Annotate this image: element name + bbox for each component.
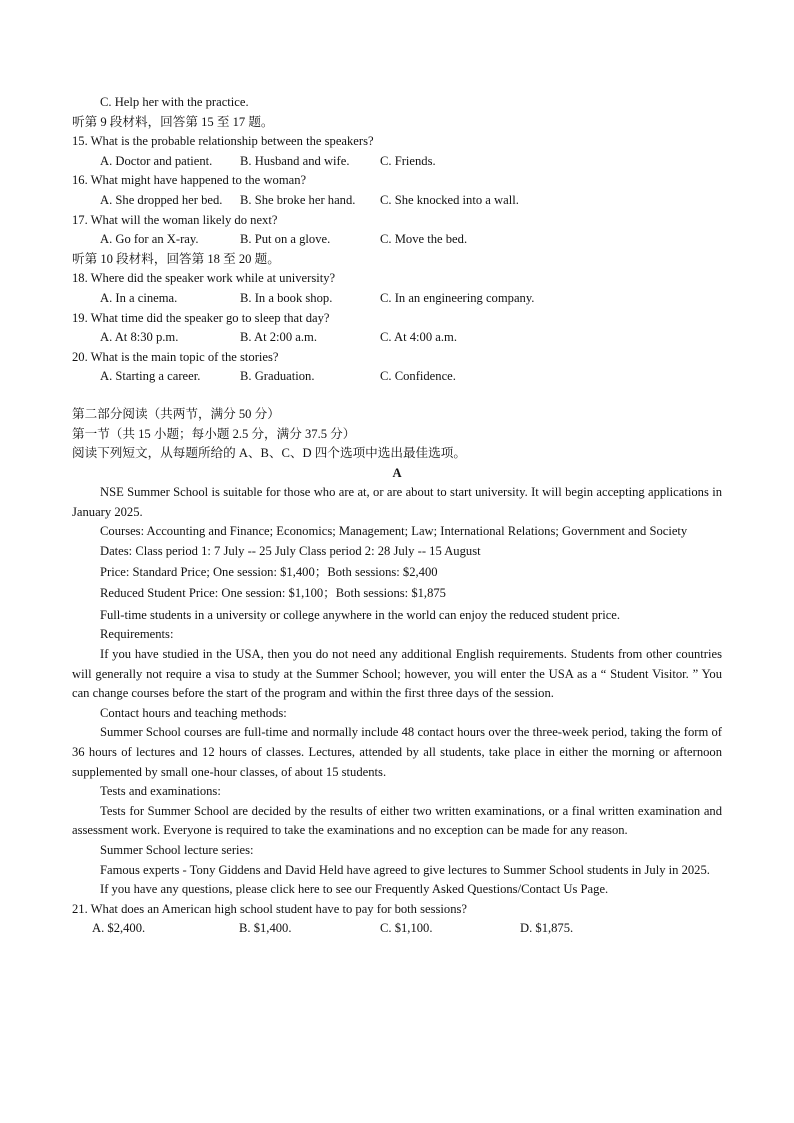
question-21: 21. What does an American high school student have to pay for both sessions? bbox=[72, 901, 467, 916]
q21-options bbox=[72, 919, 722, 939]
q15-option-b: B. Husband and wife. bbox=[240, 153, 350, 168]
q18-options bbox=[72, 289, 722, 309]
part-2-title: 第二部分阅读（共两节，满分 50 分） bbox=[72, 406, 280, 421]
question-17: 17. What will the woman likely do next? bbox=[72, 212, 278, 227]
q17-option-b: B. Put on a glove. bbox=[240, 232, 331, 247]
q20-option-a: A. Starting a career. bbox=[100, 369, 201, 384]
q19-option-c: C. At 4:00 a.m. bbox=[380, 330, 457, 345]
passage-courses: Courses: Accounting and Finance; Economics; Management; Law; International Relations; Government and Society bbox=[100, 524, 688, 539]
passage-label: A bbox=[392, 465, 402, 480]
question-20: 20. What is the main topic of the stories? bbox=[72, 349, 279, 364]
q19-options bbox=[72, 328, 722, 348]
q16-option-b: B. She broke her hand. bbox=[240, 192, 356, 207]
q16-options bbox=[72, 191, 722, 211]
passage-reduced-price: Reduced Student Price: One session: $1,100；Both sessions: $1,875 bbox=[100, 586, 446, 601]
q21-option-b: B. $1,400. bbox=[239, 921, 292, 936]
passage-lecture-heading: Summer School lecture series: bbox=[100, 842, 254, 857]
question-18: 18. Where did the speaker work while at university? bbox=[72, 271, 336, 286]
passage-lecture-series: Famous experts - Tony Giddens and David Held have agreed to give lectures to Summer School students in July in 2025. bbox=[100, 862, 710, 877]
q16-option-c: C. She knocked into a wall. bbox=[380, 192, 519, 207]
passage-requirements-heading: Requirements: bbox=[100, 627, 174, 642]
q15-option-a: A. Doctor and patient. bbox=[100, 153, 213, 168]
passage-tests-heading: Tests and examinations: bbox=[100, 784, 221, 799]
question-19: 19. What time did the speaker go to sleep that day? bbox=[72, 310, 330, 325]
q19-option-a: A. At 8:30 p.m. bbox=[100, 330, 179, 345]
passage-price: Price: Standard Price; One session: $1,400；Both sessions: $2,400 bbox=[100, 564, 438, 579]
passage-dates: Dates: Class period 1: 7 July -- 25 July Class period 2: 28 July -- 15 August bbox=[100, 544, 481, 559]
q19-option-b: B. At 2:00 a.m. bbox=[240, 330, 317, 345]
q20-option-c: C. Confidence. bbox=[380, 369, 456, 384]
q18-option-c: C. In an engineering company. bbox=[380, 290, 535, 305]
reading-instructions: 阅读下列短文，从每题所给的 A、B、C、D 四个选项中选出最佳选项。 bbox=[72, 446, 466, 461]
q17-option-a: A. Go for an X-ray. bbox=[100, 232, 199, 247]
q18-option-b: B. In a book shop. bbox=[240, 290, 333, 305]
q17-options bbox=[72, 230, 722, 250]
q16-option-a: A. She dropped her bed. bbox=[100, 192, 223, 207]
q17-option-c: C. Move the bed. bbox=[380, 232, 468, 247]
passage-fulltime-note: Full-time students in a university or college anywhere in the world can enjoy the reduced student price. bbox=[100, 607, 621, 622]
q15-options bbox=[72, 152, 722, 172]
segment-10-instruction: 听第 10 段材料，回答第 18 至 20 题。 bbox=[72, 251, 280, 266]
passage-paragraph-intro: NSE Summer School is suitable for those who are at, or are about to start university. It will begin accepting applications in January 2025. bbox=[72, 485, 722, 519]
section-1-title: 第一节（共 15 小题；每小题 2.5 分，满分 37.5 分） bbox=[72, 426, 356, 441]
q21-option-a: A. $2,400. bbox=[92, 921, 146, 936]
question-15: 15. What is the probable relationship between the speakers? bbox=[72, 134, 374, 149]
segment-9-instruction: 听第 9 段材料，回答第 15 至 17 题。 bbox=[72, 114, 274, 129]
passage-requirements: If you have studied in the USA, then you do not need any additional English requirements. Students from other countries will generally not require a visa to study at the Summer School; however, you will enter the USA as a “ Student Visitor. ” You can change courses before the start of the program and within the first three days of the session. bbox=[72, 647, 722, 701]
question-16: 16. What might have happened to the woman? bbox=[72, 173, 307, 188]
q21-option-d: D. $1,875. bbox=[520, 921, 574, 936]
q20-option-b: B. Graduation. bbox=[240, 369, 315, 384]
q18-option-a: A. In a cinema. bbox=[100, 290, 178, 305]
q21-option-c: C. $1,100. bbox=[380, 921, 433, 936]
passage-contact-hours: Summer School courses are full-time and normally include 48 contact hours over the three-week period, taking the form of 36 hours of lectures and 12 hours of classes. Lectures, attended by all students, take place in either the morning or afternoon supplemented by small one-hour classes, of about 15 students. bbox=[72, 725, 722, 779]
passage-tests: Tests for Summer School are decided by the results of either two written examinations, or a final written examination and assessment work. Everyone is required to take the examinations and no exception can be made for any reason. bbox=[72, 803, 722, 838]
q20-options bbox=[72, 367, 722, 387]
q15-option-c: C. Friends. bbox=[380, 153, 436, 168]
exam-page bbox=[72, 93, 722, 939]
q14-option-c: C. Help her with the practice. bbox=[100, 95, 249, 109]
passage-contact-heading: Contact hours and teaching methods: bbox=[100, 705, 287, 720]
passage-faq: If you have any questions, please click here to see our Frequently Asked Questions/Contact Us Page. bbox=[100, 882, 609, 897]
